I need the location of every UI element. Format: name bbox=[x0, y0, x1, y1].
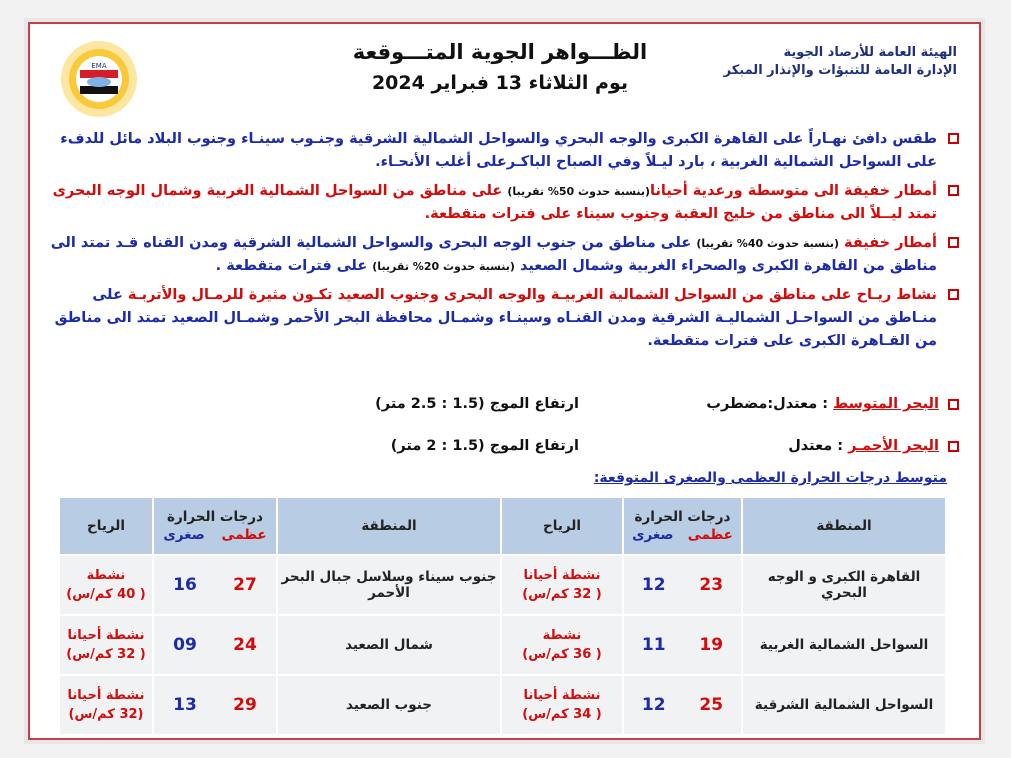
phenomenon-text: (بنسبة حدوث 40% تقريبا) bbox=[696, 237, 839, 250]
wind-cell-text: ( 34 كم/س) bbox=[522, 707, 602, 722]
checkbox-bullet-icon bbox=[948, 441, 959, 452]
org-name: الهيئة العامة للأرصاد الجوية bbox=[783, 45, 957, 60]
checkbox-bullet-icon bbox=[948, 399, 959, 410]
region-cell-text: جنوب الصعيد bbox=[346, 697, 432, 713]
wind-cell-text: نشطة أحيانا bbox=[523, 568, 601, 583]
phenomenon-text: على مناطق من جنوب الوجه البحرى والسواحل الشمالية الشرقية ومدن القناه قـد تمتد الى مناطق من القاهرة الكبرى والصحراء الغربية وشمال الصعيد bbox=[50, 235, 937, 274]
wind-cell bbox=[59, 675, 153, 735]
min-temp: 13 bbox=[173, 695, 197, 715]
max-temp: 24 bbox=[233, 635, 257, 655]
max-temp: 23 bbox=[699, 575, 724, 595]
wave-height: ارتفاع الموج (1.5 : 2.5 متر) bbox=[375, 396, 579, 412]
temperature-cell bbox=[153, 675, 277, 735]
wind-cell-text: (32 كم/س) bbox=[68, 707, 144, 722]
wind-cell bbox=[501, 675, 623, 735]
header-wind: الرياح bbox=[59, 497, 153, 555]
org-department: الإدارة العامة للتنبؤات والإنذار المبكر bbox=[723, 63, 957, 78]
sea-state: : معتدل bbox=[788, 438, 844, 454]
temperature-cell bbox=[623, 615, 742, 675]
wind-cell-text: نشطة أحيانا bbox=[67, 628, 145, 643]
checkbox-bullet-icon bbox=[948, 289, 959, 300]
min-temp: 16 bbox=[173, 575, 197, 595]
wind-cell-text: نشطة bbox=[86, 568, 126, 583]
region-cell-text: شمال الصعيد bbox=[345, 637, 433, 653]
wind-cell bbox=[59, 555, 153, 615]
organization-header bbox=[724, 44, 957, 80]
wind-cell bbox=[59, 615, 153, 675]
min-temp: 12 bbox=[641, 695, 666, 715]
wind-cell bbox=[501, 555, 623, 615]
wind-cell-text: نشطة أحيانا bbox=[67, 688, 145, 703]
sea-red bbox=[49, 438, 959, 454]
wind-cell-text: ( 40 كم/س) bbox=[66, 587, 146, 602]
min-temp: 11 bbox=[641, 635, 666, 655]
phenomenon-text: (بنسبة حدوث 20% تقريبا) bbox=[372, 260, 515, 273]
min-temp: 12 bbox=[641, 575, 666, 595]
phenomenon-item bbox=[49, 128, 959, 174]
sea-state: : معتدل:مضطرب bbox=[706, 396, 829, 412]
temperature-table bbox=[58, 496, 947, 736]
header-max: عظمى bbox=[221, 527, 267, 543]
max-temp: 27 bbox=[233, 575, 257, 595]
wind-cell-text: نشطة bbox=[542, 628, 582, 643]
phenomenon-text: (بنسبة حدوث 50% تقريبا) bbox=[507, 185, 651, 198]
wind-cell bbox=[501, 615, 623, 675]
logo-text: EMA bbox=[91, 62, 107, 70]
phenomenon-item bbox=[49, 232, 959, 278]
wind-cell-text: ( 32 كم/س) bbox=[66, 647, 146, 662]
region-cell-text: القاهرة الكبرى و الوجه البحري bbox=[767, 569, 921, 601]
phenomenon-text: على مناطق من السواحل الشمالية الغربية وشمال الوجه البحرى تمتد ليــلاً الى مناطق من خليج العقبة وجنوب سيناء على فترات متقطعة. bbox=[52, 183, 937, 222]
phenomenon-text: طقس دافئ نهـاراً على القاهرة الكبرى والوجه البحري والسواحل الشمالية الشرقية وجنـوب سينـاء وجنوب البلاد مائل للدفء على السواحل الشمالية الغربية ، بارد ليـلاً وفي الصباح الباكـرعلى أغلب الأنحـاء. bbox=[60, 131, 937, 170]
header-max: عظمى bbox=[687, 527, 733, 543]
temperature-cell bbox=[153, 555, 277, 615]
region-cell bbox=[277, 555, 501, 615]
phenomenon-text: على منـاطق من السواحـل الشماليـة الشرقية ومدن القنـاه وسينـاء وشمـال محافظة البحر الأحمر وشمـال الصعيد تمتد الى مناطق من القـاهرة الكبرى على فترات متقطعة. bbox=[54, 287, 937, 349]
temperature-cell bbox=[623, 675, 742, 735]
header-region: المنطقة bbox=[742, 497, 946, 555]
checkbox-bullet-icon bbox=[948, 185, 959, 196]
region-cell bbox=[277, 675, 501, 735]
header-temperature bbox=[623, 497, 742, 555]
phenomenon-item bbox=[49, 180, 959, 226]
region-cell bbox=[277, 615, 501, 675]
header-region: المنطقة bbox=[277, 497, 501, 555]
header-temperature bbox=[153, 497, 277, 555]
wind-cell-text: ( 36 كم/س) bbox=[522, 647, 602, 662]
phenomenon-item bbox=[49, 284, 959, 353]
sea-label: البحر المتوسط bbox=[833, 396, 939, 412]
ema-logo-icon bbox=[58, 38, 140, 120]
checkbox-bullet-icon bbox=[948, 133, 959, 144]
region-cell bbox=[742, 675, 946, 735]
max-temp: 19 bbox=[699, 635, 724, 655]
wind-cell-text: ( 32 كم/س) bbox=[522, 587, 602, 602]
phenomenon-text: نشاط ريـاح على مناطق من السواحل الشمالية الغربيـة والوجه البحرى وجنوب الصعيد تكـون مثيرة للرمـال والأتربـة bbox=[122, 287, 937, 303]
region-cell-text: السواحل الشمالية الشرقية bbox=[754, 697, 934, 713]
header-wind: الرياح bbox=[501, 497, 623, 555]
forecast-document bbox=[28, 22, 981, 740]
region-cell bbox=[742, 615, 946, 675]
header-temp-label: درجات الحرارة bbox=[634, 509, 731, 525]
region-cell-text: جنوب سيناء وسلاسل جبال البحر الأحمر bbox=[281, 569, 497, 601]
min-temp: 09 bbox=[173, 635, 197, 655]
wave-height: ارتفاع الموج (1.5 : 2 متر) bbox=[390, 438, 579, 454]
table-header-row bbox=[59, 497, 946, 555]
table-row bbox=[59, 555, 946, 615]
region-cell-text: السواحل الشمالية الغربية bbox=[759, 637, 929, 653]
header-min: صغرى bbox=[632, 527, 674, 543]
checkbox-bullet-icon bbox=[948, 237, 959, 248]
table-row bbox=[59, 615, 946, 675]
sea-label: البحر الأحمـر bbox=[848, 438, 939, 454]
phenomena-list bbox=[49, 128, 959, 359]
header-min: صغرى bbox=[163, 527, 205, 543]
page-title: الظـــواهر الجوية المتـــوقعة bbox=[352, 40, 648, 64]
temperature-cell bbox=[623, 555, 742, 615]
temperature-table-label: متوسط درجات الحرارة العظمى والصغرى المتوقعة: bbox=[593, 470, 947, 486]
title-block bbox=[310, 40, 690, 94]
phenomenon-text: على فترات متقطعة . bbox=[215, 258, 373, 274]
sea-mediterranean bbox=[49, 396, 959, 412]
wind-cell-text: نشطة أحيانا bbox=[523, 688, 601, 703]
table-row bbox=[59, 675, 946, 735]
forecast-date: يوم الثلاثاء 13 فبراير 2024 bbox=[371, 72, 629, 94]
phenomenon-text: أمطار خفيفة bbox=[839, 235, 937, 251]
max-temp: 29 bbox=[233, 695, 257, 715]
max-temp: 25 bbox=[699, 695, 724, 715]
temperature-cell bbox=[153, 615, 277, 675]
header-temp-label: درجات الحرارة bbox=[167, 509, 263, 525]
phenomenon-text: أمطار خفيفة الى متوسطة ورعدية أحيانا bbox=[650, 183, 937, 199]
region-cell bbox=[742, 555, 946, 615]
